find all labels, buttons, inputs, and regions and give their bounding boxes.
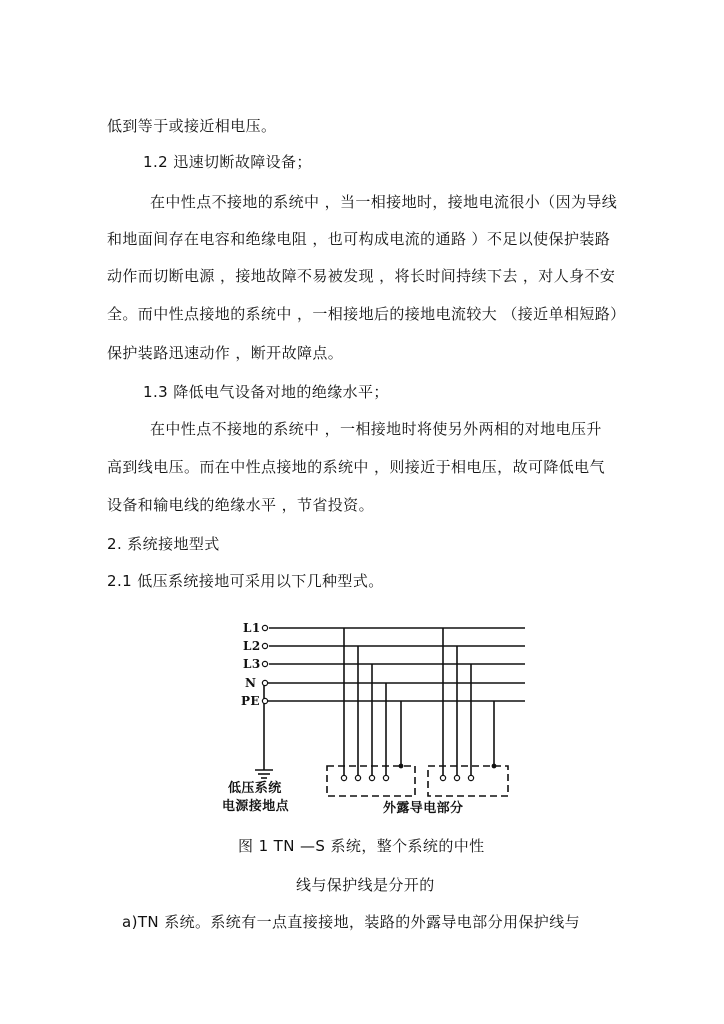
text-line-5: 动作而切断电源 ，接地故障不易被发现 ，将长时间持续下去 ，对人身不安 xyxy=(107,267,616,285)
text-line-7: 保护装路迅速动作 ，断开故障点。 xyxy=(107,344,344,362)
text-line-4: 和地面间存在电容和绝缘电阻 ，也可构成电流的通路 ）不足以使保护装路 xyxy=(107,230,611,248)
label-source-2: 电源接地点 xyxy=(222,799,290,814)
label-source-1: 低压系统 xyxy=(228,781,282,796)
label-l2: L2 xyxy=(243,639,261,653)
label-equipment: 外露导电部分 xyxy=(383,801,464,816)
label-pe: PE xyxy=(241,694,260,708)
figure-caption-line-1: 图 1 TN —S 系统，整个系统的中性 xyxy=(238,837,485,855)
text-line-1: 低到等于或接近相电压。 xyxy=(107,117,277,135)
text-line-3: 在中性点不接地的系统中 ，当一相接地时，接地电流很小（因为导线 xyxy=(150,193,618,211)
section-heading-1-3: 1.3 降低电气设备对地的绝缘水平； xyxy=(143,383,389,401)
section-heading-2: 2. 系统接地型式 xyxy=(107,535,220,553)
label-n: N xyxy=(245,676,257,690)
section-heading-2-1: 2.1 低压系统接地可采用以下几种型式。 xyxy=(107,572,384,590)
text-line-9: 在中性点不接地的系统中 ，一相接地时将使另外两相的对地电压升 xyxy=(150,420,602,438)
section-heading-1-2: 1.2 迅速切断故障设备； xyxy=(143,153,312,171)
equipment-enclosure-right xyxy=(428,766,508,796)
text-line-last: a)TN 系统。系统有一点直接接地，装路的外露导电部分用保护线与 xyxy=(122,913,580,931)
label-l1: L1 xyxy=(243,621,261,635)
label-l3: L3 xyxy=(243,657,261,671)
text-line-6: 全。而中性点接地的系统中 ，一相接地后的接地电流较大 （接近单相短路） xyxy=(107,305,626,323)
text-line-10: 高到线电压。而在中性点接地的系统中 ，则接近于相电压，故可降低电气 xyxy=(107,458,605,476)
figure-caption-line-2: 线与保护线是分开的 xyxy=(296,876,435,894)
text-line-11: 设备和输电线的绝缘水平 ，节省投资。 xyxy=(107,496,374,514)
